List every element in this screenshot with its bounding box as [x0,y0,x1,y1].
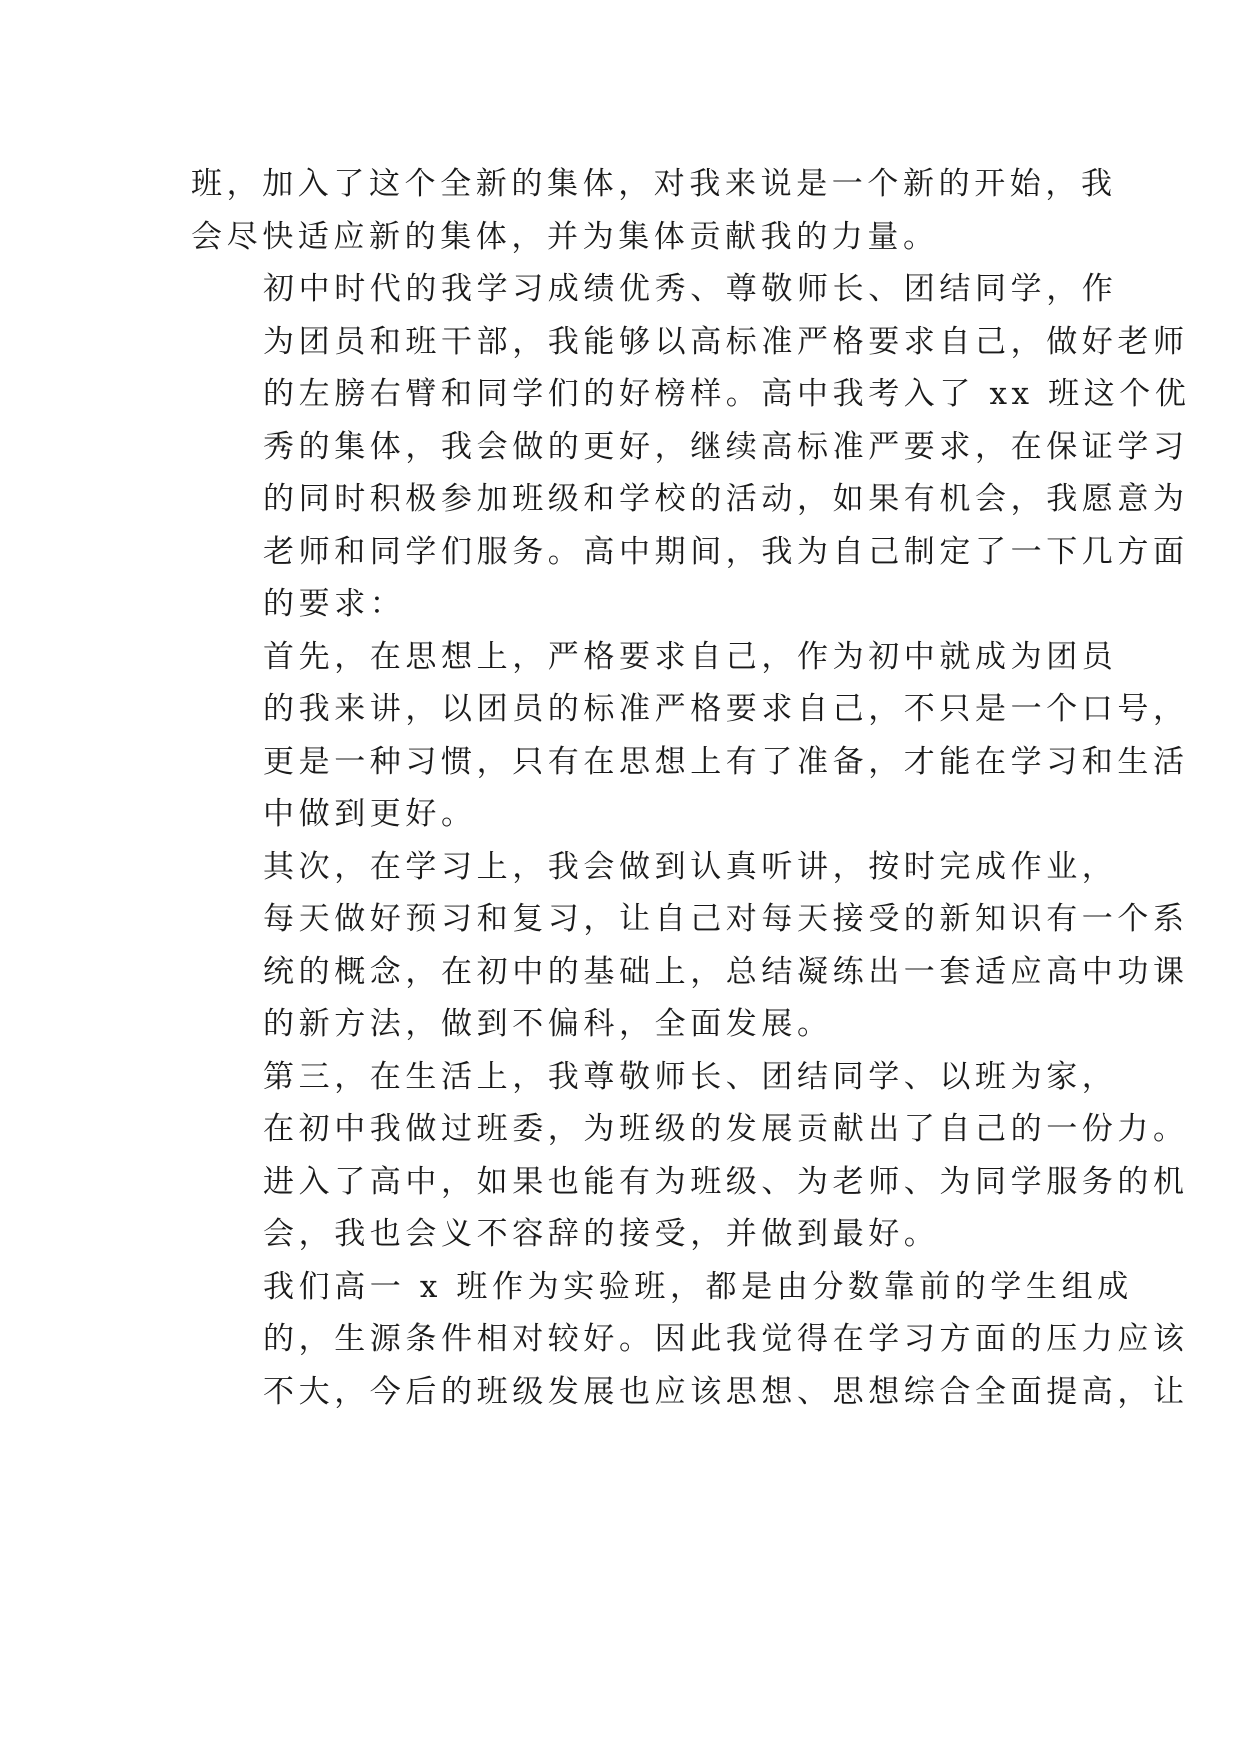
text-line: 不大，今后的班级发展也应该思想、思想综合全面提高，让 [263,1373,1189,1410]
paragraph [191,841,1189,1051]
text-line: 会，我也会义不容辞的接受，并做到最好。 [263,1216,940,1252]
text-line: 的要求： [263,586,406,622]
text-line: 的，生源条件相对较好。因此我觉得在学习方面的压力应该 [263,1321,1189,1357]
text-line: 秀的集体，我会做的更好，继续高标准严要求，在保证学习 [263,428,1189,465]
text-line: 的左膀右臂和同学们的好榜样。高中我考入了 xx 班这个优 [263,376,1191,412]
paragraph [191,263,1191,631]
text-line: 会尽快适应新的集体，并为集体贡献我的力量。 [191,218,939,255]
text-line: 的新方法，做到不偏科，全面发展。 [263,1006,833,1042]
text-line: 为团员和班干部，我能够以高标准严格要求自己，做好老师 [263,323,1189,360]
text-line: 进入了高中，如果也能有为班级、为老师、为同学服务的机 [263,1163,1189,1200]
text-line: 我们高一 x 班作为实验班，都是由分数靠前的学生组成 [263,1268,1133,1305]
text-line: 班，加入了这个全新的集体，对我来说是一个新的开始，我 [191,166,1117,202]
text-line: 更是一种习惯，只有在思想上有了准备，才能在学习和生活 [263,743,1189,780]
paragraph [191,631,1189,841]
text-line: 第三，在生活上，我尊敬师长、团结同学、以班为家， [263,1058,1118,1095]
text-line: 的我来讲，以团员的标准严格要求自己，不只是一个口号， [263,691,1189,727]
text-line: 在初中我做过班委，为班级的发展贡献出了自己的一份力。 [263,1111,1189,1147]
paragraph [191,1051,1189,1261]
text-line: 首先，在思想上，严格要求自己，作为初中就成为团员 [263,638,1118,675]
document-body [191,158,1191,1418]
text-line: 的同时积极参加班级和学校的活动，如果有机会，我愿意为 [263,481,1189,517]
text-line: 中做到更好。 [263,796,477,832]
text-line: 统的概念，在初中的基础上，总结凝练出一套适应高中功课 [263,953,1189,990]
text-line: 老师和同学们服务。高中期间，我为自己制定了一下几方面 [263,533,1189,570]
paragraph [191,158,1117,263]
text-line: 其次，在学习上，我会做到认真听讲，按时完成作业， [263,848,1118,885]
paragraph [191,1261,1189,1419]
text-line: 每天做好预习和复习，让自己对每天接受的新知识有一个系 [263,901,1189,937]
text-line: 初中时代的我学习成绩优秀、尊敬师长、团结同学，作 [263,271,1118,307]
